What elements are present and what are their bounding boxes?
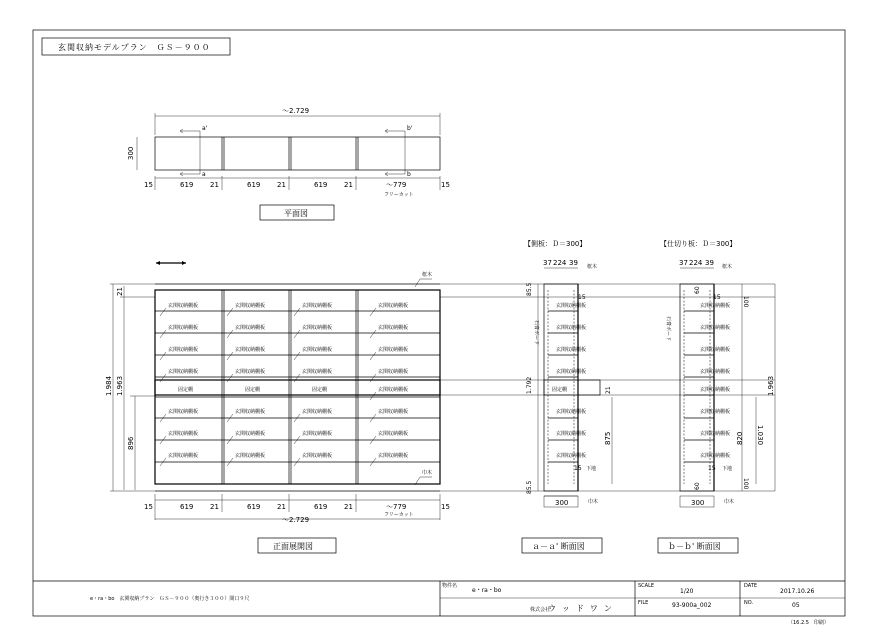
elev-dim-619-3: 619 <box>314 503 328 511</box>
plan-dim-21-2: 21 <box>277 181 286 189</box>
elev-top-label: 框木 <box>422 272 433 278</box>
section-b-shelf-label: 玄関収納棚板 <box>700 409 731 415</box>
file-value: 93-900a_002 <box>672 602 712 609</box>
section-a-dim-39: 39 <box>569 259 578 267</box>
elev-shelf-label: 玄関収納棚板 <box>235 369 266 375</box>
section-a-height: 1.792 <box>526 376 533 394</box>
section-a-dim-15-bottom: 15 <box>574 465 582 472</box>
section-b-heading: 【仕切り板：Ｄ＝300】 <box>660 240 737 248</box>
elev-shelf-label: 玄関収納棚板 <box>378 431 409 437</box>
section-b-shelf-label: 玄関収納棚板 <box>700 369 731 375</box>
section-a-dim-15-top: 15 <box>578 294 586 301</box>
elev-lower-height: 896 <box>127 436 135 450</box>
elev-shelf-label: 玄関収納棚板 <box>168 303 199 309</box>
section-a-shelf-label: 玄関収納棚板 <box>556 431 587 437</box>
elev-dim-15-right: 15 <box>441 503 450 511</box>
plan-dim-15-right: 15 <box>441 181 450 189</box>
elev-shelf-label: 玄関収納棚板 <box>235 409 266 415</box>
elev-inner-height: 1.963 <box>116 375 124 396</box>
date-label: DATE <box>744 583 758 589</box>
elev-caption: 正面展開図 <box>273 542 313 551</box>
section-b-b <box>658 239 775 553</box>
plan-free-cut: フリーカット <box>384 192 414 198</box>
elev-dim-15-left: 15 <box>144 503 153 511</box>
section-b-side-bottom: 60 <box>694 482 701 490</box>
plan-section-b-prime: b' <box>407 125 413 132</box>
elev-shelf-label: 玄関収納棚板 <box>168 431 199 437</box>
elev-counter-label: 固定棚 <box>312 387 328 393</box>
company-label: 株式会社 <box>530 607 551 613</box>
plan-dim-619-3: 619 <box>314 181 328 189</box>
elev-shelf-label: 玄関収納棚板 <box>302 431 333 437</box>
plan-section-b: b <box>407 171 411 178</box>
elev-shelf-label: 玄関収納棚板 <box>378 303 409 309</box>
print-footer: （16.2.5 印刷） <box>788 620 829 626</box>
front-elevation <box>105 261 450 553</box>
section-a-shelf-label: 玄関収納棚板 <box>556 347 587 353</box>
elev-dim-21-2: 21 <box>277 503 286 511</box>
plan-dim-779: ～779 <box>386 181 407 189</box>
plan-dim-619-2: 619 <box>247 181 261 189</box>
scale-value: 1/20 <box>680 588 694 595</box>
elev-bottom-label: 巾木 <box>422 470 433 476</box>
elev-shelf-label: 玄関収納棚板 <box>168 453 199 459</box>
elev-dim-21-3: 21 <box>344 503 353 511</box>
section-b-side-top: 60 <box>694 286 701 294</box>
section-b-bottom-label: 巾木 <box>724 499 735 505</box>
elev-shelf-label: 玄関収納棚板 <box>235 453 266 459</box>
section-a-depth: 300 <box>555 499 569 507</box>
plan-dim-21-3: 21 <box>344 181 353 189</box>
elev-dim-21-1: 21 <box>210 503 219 511</box>
elev-shelf-label: 玄関収納棚板 <box>302 303 333 309</box>
elev-dim-779: ～779 <box>386 503 407 511</box>
section-b-shelf-label: 玄関収納棚板 <box>700 325 731 331</box>
section-a-shelf-label: 玄関収納棚板 <box>556 409 587 415</box>
date-value: 2017.10.26 <box>780 588 815 595</box>
plan-section-a-prime: a' <box>202 125 208 132</box>
elev-counter-label: 固定棚 <box>245 387 261 393</box>
elev-total-width: ～2.729 <box>282 516 310 524</box>
section-b-mid-a: 820 <box>736 431 744 445</box>
section-b-depth: 300 <box>691 499 705 507</box>
section-a-shelf-label: 玄関収納棚板 <box>556 369 587 375</box>
section-a-dim-37: 37 <box>543 259 552 267</box>
plan-depth: 300 <box>127 146 135 160</box>
section-a-dim-224: 224 <box>553 259 567 267</box>
section-b-dim-15-bottom: 15 <box>708 465 716 472</box>
section-b-caption: ｂ－ｂ' 断面図 <box>668 542 721 551</box>
section-a-shelf-label: 玄関収納棚板 <box>556 325 587 331</box>
plan-dim-15-left: 15 <box>144 181 153 189</box>
section-b-dim-15-top: 15 <box>713 294 721 301</box>
section-a-bottom-mark: 下地 <box>586 466 597 472</box>
section-b-wall-label: 石膏ボード <box>665 316 671 342</box>
elev-shelf-label: 玄関収納棚板 <box>378 369 409 375</box>
section-b-mid-b: 1.030 <box>756 425 764 446</box>
plan-dim-21-1: 21 <box>210 181 219 189</box>
section-a-heading: 【側板：Ｄ＝300】 <box>524 240 587 248</box>
section-a-bottom-label: 巾木 <box>588 499 599 505</box>
plan-total-width: ～2.729 <box>282 107 310 115</box>
section-b-right-top: 100 <box>742 296 749 308</box>
elev-shelf-label: 玄関収納棚板 <box>168 369 199 375</box>
drawing-title: 玄関収納モデルプラン ＧＳ－９００ <box>58 43 211 52</box>
section-b-shelf-label: 玄関収納棚板 <box>700 431 731 437</box>
plan-caption: 平面図 <box>284 209 308 218</box>
section-a-lower: 875 <box>604 431 612 445</box>
section-b-dim-37: 37 <box>679 259 688 267</box>
elev-shelf-label: 玄関収納棚板 <box>378 325 409 331</box>
elev-shelf-label: 玄関収納棚板 <box>168 347 199 353</box>
section-a-side-bottom: 85.5 <box>526 480 533 494</box>
section-b-shelf-label: 玄関収納棚板 <box>700 453 731 459</box>
project-name: e・ra・bo 玄関収納プラン ＧＳ－９００（奥行き３００）間口９尺 <box>90 596 250 602</box>
section-b-dim-224: 224 <box>689 259 703 267</box>
elev-shelf-label: 玄関収納棚板 <box>302 369 333 375</box>
section-b-top-label: 框木 <box>722 264 733 270</box>
section-b-dim-39: 39 <box>705 259 714 267</box>
no-label: NO. <box>744 600 754 606</box>
elev-shelf-label: 玄関収納棚板 <box>235 303 266 309</box>
title-block <box>33 581 845 626</box>
elev-shelf-label: 玄関収納棚板 <box>302 453 333 459</box>
elev-shelf-label: 玄関収納棚板 <box>302 325 333 331</box>
client-label: 物件名 <box>442 583 458 589</box>
section-a-a <box>522 239 612 553</box>
section-a-counter-label: 固定棚 <box>552 387 568 393</box>
elev-free-cut: フリーカット <box>384 512 414 518</box>
section-a-shelf-label: 玄関収納棚板 <box>556 453 587 459</box>
section-b-shelf-label: 玄関収納棚板 <box>700 387 731 393</box>
elev-shelf-label: 玄関収納棚板 <box>168 325 199 331</box>
elev-shelf-label: 玄関収納棚板 <box>378 409 409 415</box>
section-b-bottom-mark: 下地 <box>722 466 733 472</box>
section-a-top-label: 框木 <box>587 264 598 270</box>
elev-shelf-label: 玄関収納棚板 <box>235 325 266 331</box>
section-b-right-bottom: 100 <box>742 478 749 490</box>
section-a-side-top: 85.5 <box>526 282 533 296</box>
elev-counter-label: 固定棚 <box>178 387 194 393</box>
section-a-shelf-label: 玄関収納棚板 <box>556 303 587 309</box>
elev-top-dim: 21 <box>116 287 124 296</box>
plan-section-a: a <box>202 171 206 178</box>
elev-shelf-label: 玄関収納棚板 <box>168 409 199 415</box>
elev-total-height: 1.984 <box>105 375 113 396</box>
section-b-shelf-label: 玄関収納棚板 <box>700 303 731 309</box>
elev-shelf-label: 玄関収納棚板 <box>302 347 333 353</box>
scale-label: SCALE <box>638 583 655 589</box>
section-a-wall-label: 石膏ボード <box>533 320 539 346</box>
file-label: FILE <box>638 600 649 606</box>
section-b-shelf-label: 玄関収納棚板 <box>700 347 731 353</box>
elev-shelf-label: 玄関収納棚板 <box>378 347 409 353</box>
elev-dim-619-1: 619 <box>180 503 194 511</box>
no-value: 05 <box>792 602 800 609</box>
section-a-caption: ａ－ａ' 断面図 <box>532 542 585 551</box>
section-a-small-dim: 21 <box>605 386 612 394</box>
section-b-height: 1.963 <box>767 375 775 396</box>
plan-dim-619-1: 619 <box>180 181 194 189</box>
company-name: ウッドワン <box>548 604 618 613</box>
elev-shelf-label: 玄関収納棚板 <box>302 409 333 415</box>
elev-dim-619-2: 619 <box>247 503 261 511</box>
elev-shelf-label: 玄関収納棚板 <box>235 347 266 353</box>
plan-view <box>127 107 450 220</box>
elev-shelf-label: 玄関収納棚板 <box>235 431 266 437</box>
elev-shelf-label: 玄関収納棚板 <box>378 387 409 393</box>
client-name: e・ra・bo <box>472 587 502 594</box>
elev-shelf-label: 玄関収納棚板 <box>378 453 409 459</box>
